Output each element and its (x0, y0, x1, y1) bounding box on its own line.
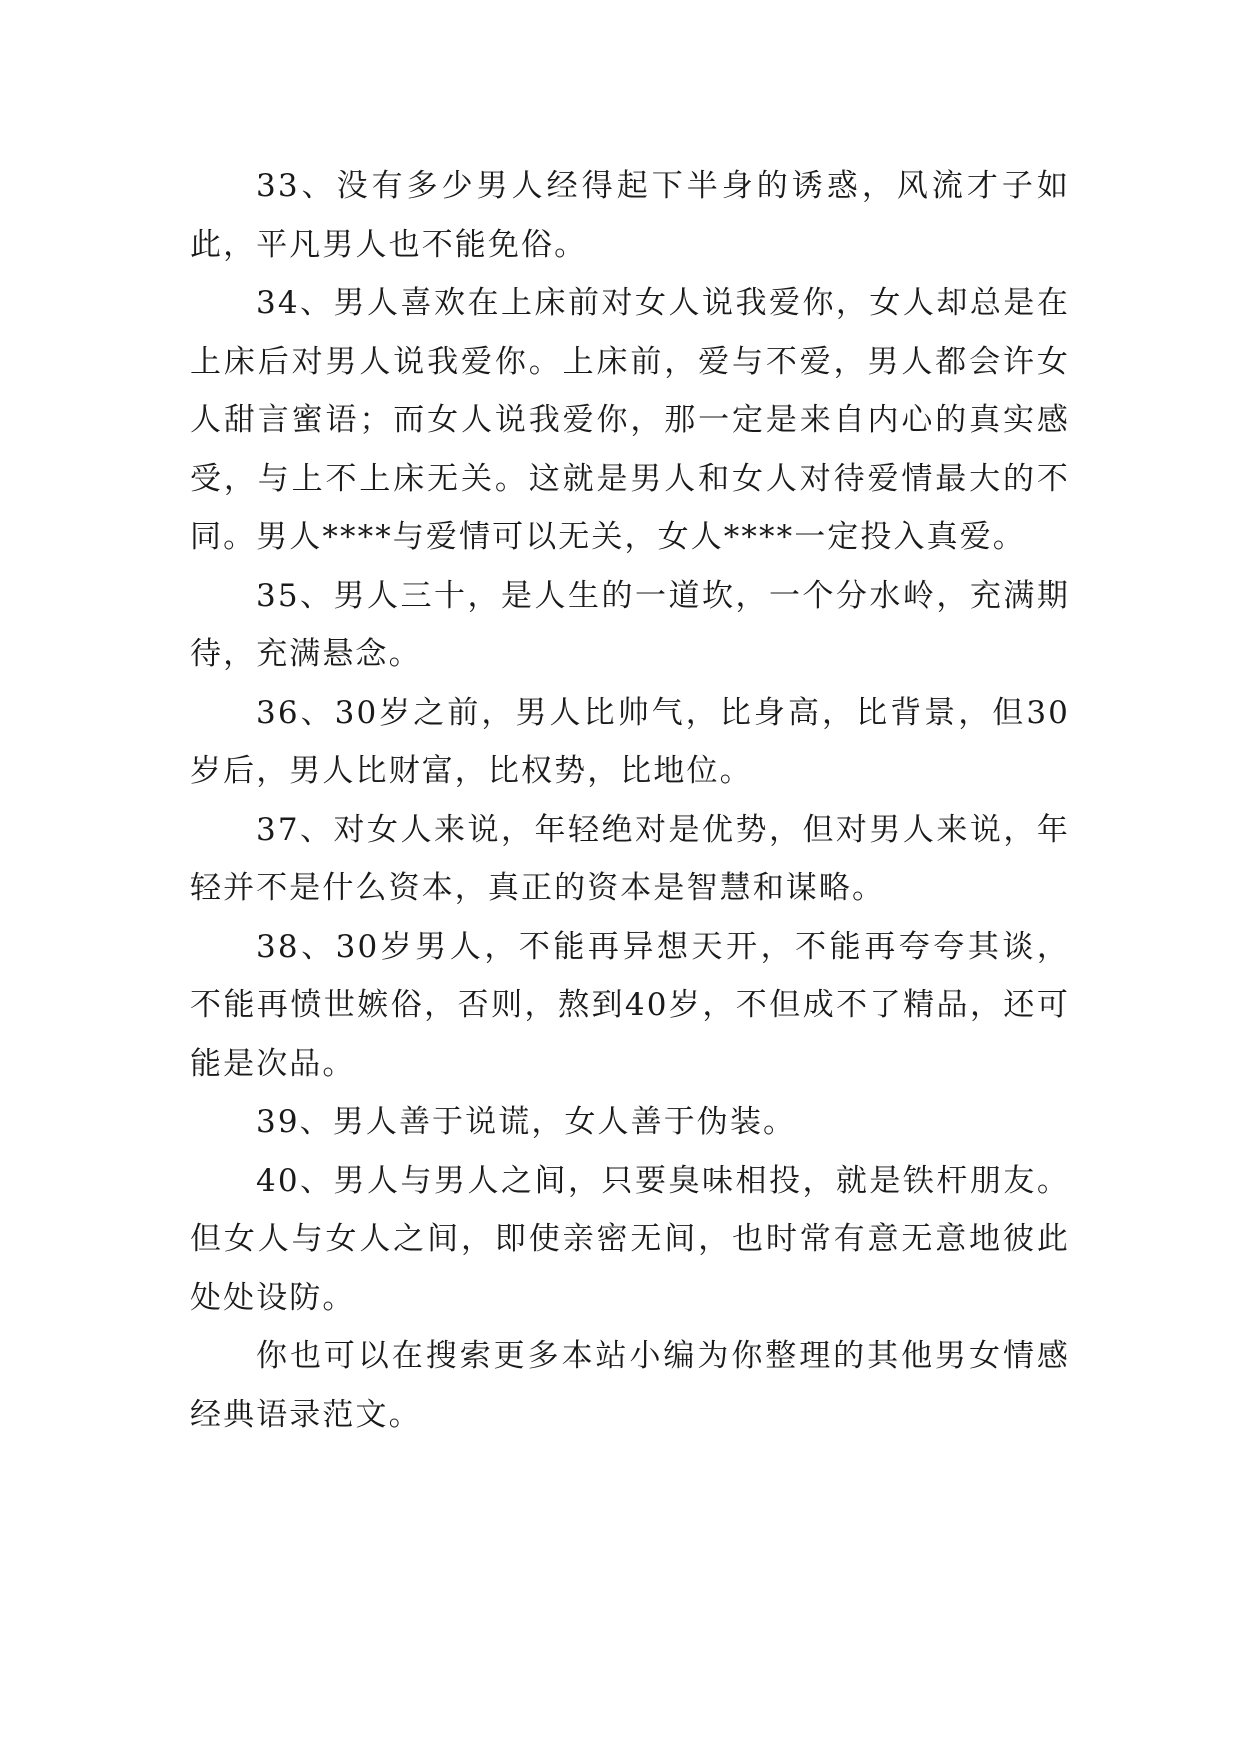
paragraph-37: 37、对女人来说，年轻绝对是优势，但对男人来说，年轻并不是什么资本，真正的资本是智慧和谋略。 (190, 811, 1070, 906)
paragraph-34: 34、男人喜欢在上床前对女人说我爱你，女人却总是在上床后对男人说我爱你。上床前，爱与不爱，男人都会许女人甜言蜜语；而女人说我爱你，那一定是来自内心的真实感受，与上不上床无关。这就是男人和女人对待爱情最大的不同。男人****与爱情可以无关，女人****一定投入真爱。 (190, 285, 1070, 555)
paragraph-36: 36、30岁之前，男人比帅气，比身高，比背景，但30岁后，男人比财富，比权势，比地位。 (190, 694, 1070, 789)
closing-note: 你也可以在搜索更多本站小编为你整理的其他男女情感经典语录范文。 (190, 1338, 1070, 1433)
paragraph-40: 40、男人与男人之间，只要臭味相投，就是铁杆朋友。但女人与女人之间，即使亲密无间，也时常有意无意地彼此处处设防。 (190, 1162, 1070, 1316)
paragraph-33: 33、没有多少男人经得起下半身的诱惑，风流才子如此，平凡男人也不能免俗。 (190, 168, 1070, 263)
paragraph-35: 35、男人三十，是人生的一道坎，一个分水岭，充满期待，充满悬念。 (190, 577, 1070, 672)
document-body (190, 157, 1070, 1444)
paragraph-38: 38、30岁男人，不能再异想天开，不能再夸夸其谈，不能再愤世嫉俗，否则，熬到40岁，不但成不了精品，还可能是次品。 (190, 928, 1070, 1082)
paragraph-39: 39、男人善于说谎，女人善于伪装。 (256, 1104, 797, 1140)
